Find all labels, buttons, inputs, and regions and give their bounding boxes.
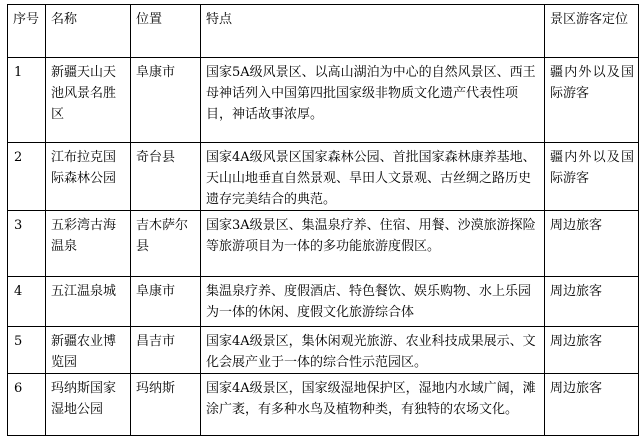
row-index: 5 [8,327,46,374]
table-header-row [8,5,639,58]
header-name: 名称 [46,5,131,58]
table-row [8,58,639,143]
row-features: 国家5A级风景区、以高山湖泊为中心的自然风景区、西王母神话列入中国第四批国家级非物质文化遗产代表性项目，神话故事浓厚。 [201,58,545,143]
row-name: 新疆农业博览园 [46,327,131,374]
row-features: 国家4A级风景区国家森林公园、首批国家森林康养基地、天山山地垂直自然景观、旱田人文景观、古丝绸之路历史遗存完美结合的典范。 [201,143,545,211]
table-row [8,374,639,436]
row-location: 阜康市 [131,58,201,143]
scenic-spots-table [7,4,639,436]
header-target: 景区游客定位 [545,5,639,58]
row-target: 周边旅客 [545,211,639,277]
row-name: 五彩湾古海温泉 [46,211,131,277]
row-target: 疆内外以及国际游客 [545,58,639,143]
row-index: 6 [8,374,46,436]
row-location: 奇台县 [131,143,201,211]
row-name: 新疆天山天池风景名胜区 [46,58,131,143]
row-index: 2 [8,143,46,211]
row-target: 周边旅客 [545,374,639,436]
table-row [8,211,639,277]
row-location: 玛纳斯 [131,374,201,436]
row-name: 江布拉克国际森林公园 [46,143,131,211]
row-index: 1 [8,58,46,143]
row-location: 阜康市 [131,277,201,327]
row-index: 4 [8,277,46,327]
row-target: 疆内外以及国际游客 [545,143,639,211]
row-features: 集温泉疗养、度假酒店、特色餐饮、娱乐购物、水上乐园为一体的休闲、度假文化旅游综合体 [201,277,545,327]
table-row [8,327,639,374]
row-location: 吉木萨尔县 [131,211,201,277]
table-row [8,143,639,211]
header-location: 位置 [131,5,201,58]
row-name: 五江温泉城 [46,277,131,327]
table-row [8,277,639,327]
row-index: 3 [8,211,46,277]
row-name: 玛纳斯国家湿地公园 [46,374,131,436]
row-features: 国家3A级景区、集温泉疗养、住宿、用餐、沙漠旅游探险等旅游项目为一体的多功能旅游度假区。 [201,211,545,277]
header-index: 序号 [8,5,46,58]
row-target: 周边旅客 [545,277,639,327]
row-location: 昌吉市 [131,327,201,374]
row-features: 国家4A级景区，国家级湿地保护区，湿地内水域广阔，滩涂广袤，有多种水鸟及植物种类，有独特的农场文化。 [201,374,545,436]
header-features: 特点 [201,5,545,58]
row-features: 国家4A级景区，集休闲观光旅游、农业科技成果展示、文化会展产业于一体的综合性示范园区。 [201,327,545,374]
row-target: 周边旅客 [545,327,639,374]
